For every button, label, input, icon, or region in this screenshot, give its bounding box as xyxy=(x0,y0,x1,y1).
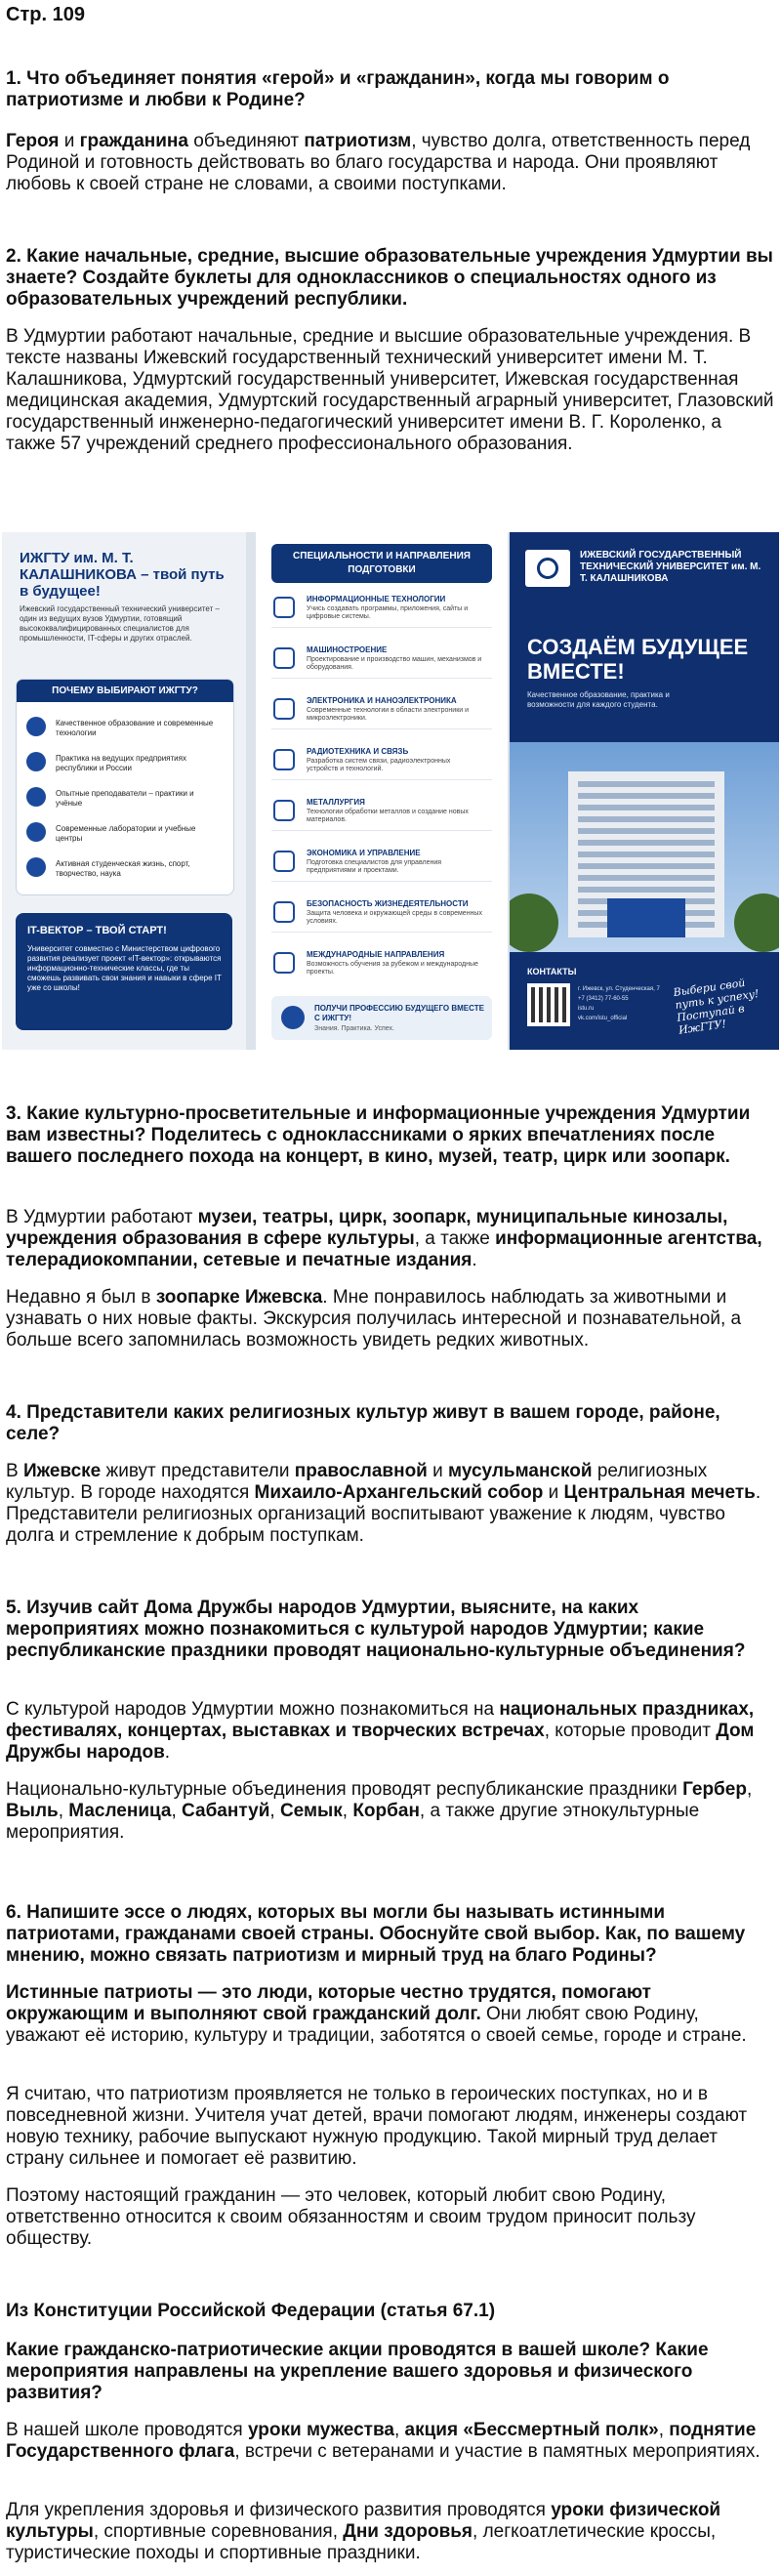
question-6: 6. Напишите эссе о людях, которых вы могли бы называть истинными патриотами, гражданами своей страны. Обоснуйте свой выбор. Как, по вашему мнению, можно связать патриотизм и мирный труд на благо Родины? xyxy=(6,1902,746,1966)
factory-icon xyxy=(273,800,295,821)
booklet-panel-right xyxy=(510,532,779,1050)
bold-text: Корбан xyxy=(352,1801,420,1821)
why-item: Современные лаборатории и учебные центры xyxy=(26,820,222,850)
text-run: , xyxy=(58,1801,69,1821)
spec-title: СПЕЦИАЛЬНОСТИ И НАПРАВЛЕНИЯ ПОДГОТОВКИ xyxy=(271,544,492,583)
bold-text: поднятие Государственного флага xyxy=(6,2420,757,2462)
question-4: 4. Представители каких религиозных культур живут в вашем городе, районе, селе? xyxy=(6,1402,720,1444)
answer-6c: Поэтому настоящий гражданин — это человек, который любит свою Родину, ответственно относится к своим обязанностям и своим трудом приносит пользу обществу. xyxy=(6,2185,696,2249)
globe-icon xyxy=(273,952,295,974)
bold-text: Героя xyxy=(6,131,60,151)
bold-text: патриотизм xyxy=(304,131,412,151)
contacts-title: КОНТАКТЫ xyxy=(527,967,577,976)
question-5: 5. Изучив сайт Дома Дружбы народов Удмуртии, выясните, на каких мероприятиях можно познакомиться с культурой народов Удмуртии; какие республиканские праздники проводят национально-культурные объединения? xyxy=(6,1598,746,1661)
contact-phone: +7 (3412) 77-60-55 xyxy=(578,996,629,1002)
people-icon xyxy=(26,787,46,807)
constitution-heading: Из Конституции Российской Федерации (статья 67.1) xyxy=(6,2301,496,2321)
layers-icon xyxy=(26,822,46,842)
question-7: Какие гражданско-патриотические акции проводятся в вашей школе? Какие мероприятия направлены на укрепление вашего здоровья и физического развития? xyxy=(6,2340,709,2403)
university-name: ИЖЕВСКИЙ ГОСУДАРСТВЕННЫЙ ТЕХНИЧЕСКИЙ УНИВЕРСИТЕТ им. М. Т. КАЛАШНИКОВА xyxy=(580,550,761,584)
answer-6a xyxy=(6,1982,775,2047)
question-3: 3. Какие культурно-просветительные и информационные учреждения Удмуртии вам известны? Поделитесь с одноклассниками о ярких впечатлениях после вашего последнего похода на концерт, в кино, музей, театр, цирк или зоопарк. xyxy=(6,1103,751,1167)
text-run: В Удмуртии работают xyxy=(6,1207,198,1227)
text-run: В нашей школе проводятся xyxy=(6,2420,248,2440)
text-run: , а также xyxy=(414,1228,496,1249)
answer-5a xyxy=(6,1699,775,1764)
spec-item: МАШИНОСТРОЕНИЕ Проектирование и производство машин, механизмов и оборудования. xyxy=(271,642,492,679)
text-run: и xyxy=(543,1482,564,1503)
contact-address: г. Ижевск, ул. Студенческая, 7 xyxy=(578,986,660,992)
bold-text: Гербер xyxy=(682,1779,747,1800)
bold-text: Центральная мечеть xyxy=(563,1482,756,1503)
bold-text: гражданина xyxy=(79,131,188,151)
text-run: Недавно я был в xyxy=(6,1287,156,1308)
text-run: и xyxy=(59,131,80,151)
antenna-icon xyxy=(273,749,295,770)
text-run: , чувство долга, ответственность перед Родиной и готовность действовать во благо государства и народа. Они проявляют любовь к своей стране не словами, а своими поступками. xyxy=(6,131,751,194)
text-run: Национально-культурные объединения проводят республиканские праздники xyxy=(6,1779,683,1800)
question-1: 1. Что объединяет понятия «герой» и «гражданин», когда мы говорим о патриотизме и любви к Родине? xyxy=(6,68,670,110)
text-run: , xyxy=(746,1779,753,1800)
university-building-photo xyxy=(510,742,779,952)
contact-vk: vk.com/istu_official xyxy=(578,1016,628,1021)
bold-text: Масленица xyxy=(68,1801,172,1821)
laptop-icon xyxy=(273,597,295,618)
text-run: , xyxy=(393,2420,405,2440)
bold-text: Сабантуй xyxy=(182,1801,270,1821)
gear-icon xyxy=(273,647,295,669)
bold-text: Дом Дружбы народов xyxy=(6,1721,755,1763)
why-title: ПОЧЕМУ ВЫБИРАЮТ ИЖГТУ? xyxy=(17,680,233,702)
bold-text: Выль xyxy=(6,1801,59,1821)
handwritten-slogan: Выбери свой путь к успеху! Поступай в ИжГТУ! xyxy=(672,976,760,1037)
answer-4 xyxy=(6,1461,775,1547)
answer-2: В Удмуртии работают начальные, средние и высшие образовательные учреждения. В тексте названы Ижевский государственный технический университет имени М. Т. Калашникова, Удмуртский государственный университет, Ижевская государственная медицинская академия, Удмуртский государственный аграрный университет, Глазовский государственный инженерно-педагогический университет имени В. Г. Короленко, а также 57 учреждений среднего профессионального образования. xyxy=(6,326,774,454)
spec-item: МЕЖДУНАРОДНЫЕ НАПРАВЛЕНИЯ Возможность обучения за рубежом и международные проекты. xyxy=(271,946,492,983)
booklet-left-title: ИЖГТУ им. М. Т. КАЛАШНИКОВА – твой путь в будущее! xyxy=(20,550,225,600)
why-item: Активная студенческая жизнь, спорт, творчество, наука xyxy=(26,855,222,885)
text-run: . Мне понравилось наблюдать за животными и узнавать о них новые факты. Экскурсия получилась интересной и познавательной, а больше всего запомнилась возможность увидеть редких животных. xyxy=(6,1287,742,1350)
answer-6b: Я считаю, что патриотизм проявляется не только в героических поступках, но и в повседневной жизни. Учителя учат детей, врачи помогают людям, инженеры создают новую технику, рабочие выпускают нужную продукцию. Такой мирный труд делает страну сильнее и помогает её развитию. xyxy=(6,2084,748,2169)
why-item: Опытные преподаватели – практики и учёные xyxy=(26,785,222,814)
chart-icon xyxy=(273,851,295,872)
text-run: , которые проводит xyxy=(544,1721,717,1741)
why-box xyxy=(16,679,234,895)
booklet-panel-left xyxy=(2,532,246,1050)
booklet-slogan: СОЗДАЁМ БУДУЩЕЕ ВМЕСТЕ! xyxy=(527,635,749,684)
university-logo xyxy=(525,550,570,587)
bold-text: национальных праздниках, фестивалях, концертах, выставках и творческих встречах xyxy=(6,1699,755,1741)
why-item: Качественное образование и современные технологии xyxy=(26,715,222,744)
it-vector-text: Университет совместно с Министерством цифрового развития реализует проект «IT-вектор»: открываются информационно-технические классы, где ты сможешь развивать свои знания и навыки в сфере IT уже со школы! xyxy=(27,944,222,992)
chip-icon xyxy=(273,698,295,720)
bold-text: Истинные патриоты — это люди, которые честно трудятся, помогают окружающим и выполняют свой гражданский долг. xyxy=(6,1982,651,2024)
text-run: С культурой народов Удмуртии можно познакомиться на xyxy=(6,1699,500,1720)
text-run: , xyxy=(171,1801,183,1821)
it-vector-box xyxy=(16,913,232,1030)
bold-text: информационные агентства, телерадиокомпании, сетевые и печатные издания xyxy=(6,1228,762,1270)
bold-text: Михаило-Архангельский собор xyxy=(254,1482,544,1503)
text-run: , xyxy=(342,1801,353,1821)
text-run: , спортивные соревнования, xyxy=(93,2521,344,2542)
text-run: , xyxy=(658,2420,670,2440)
booklet-slogan-text: Качественное образование, практика и возможности для каждого студента. xyxy=(527,690,670,709)
bold-text: Дни здоровья xyxy=(343,2521,473,2542)
text-run: . xyxy=(472,1250,477,1270)
text-run: живут представители xyxy=(101,1461,295,1481)
bold-text: Ижевске xyxy=(22,1461,102,1481)
text-run: , легкоатлетические кроссы, туристические походы и спортивные праздники. xyxy=(6,2521,717,2563)
booklet-image xyxy=(2,532,779,1050)
answer-5b xyxy=(6,1779,775,1844)
text-run: , встречи с ветеранами и участие в памятных мероприятиях. xyxy=(234,2441,760,2462)
bold-text: зоопарке Ижевска xyxy=(155,1287,323,1308)
text-run: . xyxy=(164,1742,171,1763)
star-icon xyxy=(26,857,46,877)
bold-text: православной xyxy=(294,1461,428,1481)
text-run: В xyxy=(6,1461,23,1481)
answer-1 xyxy=(6,131,775,195)
bold-text: уроки физической культуры xyxy=(6,2500,721,2542)
spec-item: БЕЗОПАСНОСТЬ ЖИЗНЕДЕЯТЕЛЬНОСТИ Защита человека и окружающей среды в современных условиях. xyxy=(271,895,492,933)
answer-7b xyxy=(6,2500,775,2564)
spec-item: ЭКОНОМИКА И УПРАВЛЕНИЕ Подготовка специалистов для управления предприятиями и проектами. xyxy=(271,845,492,882)
bold-text: мусульманской xyxy=(448,1461,593,1481)
spec-item: РАДИОТЕХНИКА И СВЯЗЬ Разработка систем связи, радиоэлектронных устройств и технологий. xyxy=(271,743,492,780)
text-run: Для укрепления здоровья и физического развития проводятся xyxy=(6,2500,552,2520)
spec-item: ЭЛЕКТРОНИКА И НАНОЭЛЕКТРОНИКА Современные технологии в области электроники и микроэлектроники. xyxy=(271,692,492,729)
spec-item: МЕТАЛЛУРГИЯ Технологии обработки металлов и создание новых материалов. xyxy=(271,794,492,831)
text-run: . Представители религиозных организаций воспитывают уважение к людям, чувство долга и стремление к добрым поступкам. xyxy=(6,1482,761,1546)
contact-site: istu.ru xyxy=(578,1006,595,1012)
page-title: Стр. 109 xyxy=(6,4,85,25)
question-2: 2. Какие начальные, средние, высшие образовательные учреждения Удмуртии вы знаете? Создайте буклеты для одноклассников о специальностях одного из образовательных учреждений республики. xyxy=(6,246,773,310)
diploma-icon xyxy=(281,1006,305,1029)
qr-code xyxy=(527,983,570,1026)
bold-text: Семык xyxy=(279,1801,343,1821)
answer-3b xyxy=(6,1287,775,1351)
booklet-panel-middle xyxy=(256,532,508,1050)
spec-footer: ПОЛУЧИ ПРОФЕССИЮ БУДУЩЕГО ВМЕСТЕ С ИЖГТУ! Знания. Практика. Успех. xyxy=(271,996,492,1040)
shield-icon xyxy=(273,901,295,923)
booklet-left-text: Ижевский государственный технический университет – один из ведущих вузов Удмуртии, готовящий высококвалифицированных специалистов для промышленности, IT-сферы и других отраслей. xyxy=(20,604,220,643)
text-run: , xyxy=(269,1801,280,1821)
it-vector-title: IT-ВЕКТОР – ТВОЙ СТАРТ! xyxy=(27,925,167,936)
bold-text: музеи, театры, цирк, зоопарк, муниципальные кинозалы, учреждения образования в сфере культуры xyxy=(6,1207,728,1249)
text-run: религиозных культур. В городе находятся xyxy=(6,1461,708,1503)
answer-3a xyxy=(6,1207,775,1271)
text-run: объединяют xyxy=(187,131,305,151)
why-item: Практика на ведущих предприятиях республики и России xyxy=(26,750,222,779)
text-run: , а также другие этнокультурные мероприятия. xyxy=(6,1801,700,1843)
answer-7a xyxy=(6,2420,775,2463)
book-icon xyxy=(26,717,46,736)
bold-text: уроки мужества xyxy=(247,2420,394,2440)
bold-text: акция «Бессмертный полк» xyxy=(404,2420,659,2440)
text-run: Они любят свою Родину, уважают её историю, культуру и традиции, заботятся о своей семье, городе и стране. xyxy=(6,2004,747,2046)
spec-item: ИНФОРМАЦИОННЫЕ ТЕХНОЛОГИИ Учись создавать программы, приложения, сайты и цифровые системы. xyxy=(271,591,492,628)
gear-icon xyxy=(26,752,46,771)
text-run: и xyxy=(427,1461,449,1481)
